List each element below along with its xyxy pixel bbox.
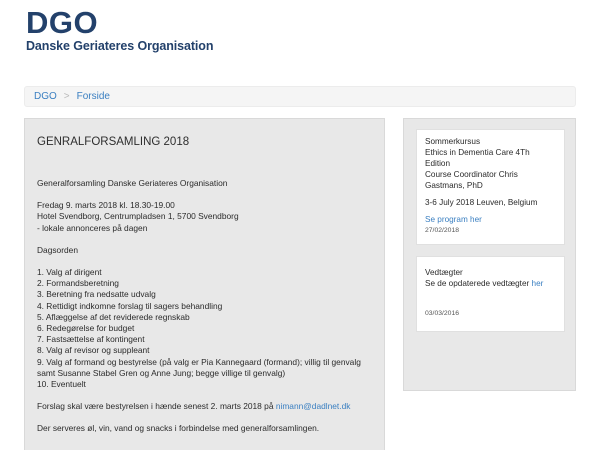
agenda-item: 7. Fastsættelse af kontingent <box>37 334 145 345</box>
article-heading-line: Generalforsamling Danske Geriateres Organisation <box>37 178 228 188</box>
site-logo[interactable] <box>26 5 214 53</box>
agenda-item: 3. Beretning fra nedsatte udvalg <box>37 289 156 300</box>
program-link[interactable]: Se program her <box>425 215 482 224</box>
statutes-text: Se de opdaterede vedtægter <box>425 279 530 288</box>
agenda-item: 6. Redegørelse for budget <box>37 323 135 334</box>
main-content-panel <box>24 118 385 450</box>
card-title: Vedtægter <box>425 268 463 277</box>
event-details <box>37 200 377 234</box>
agenda-item: 5. Aflæggelse af det reviderede regnskab <box>37 311 190 322</box>
article-body <box>37 178 377 446</box>
agenda-item: 9. Valg af formand og bestyrelse (på valg er Pia Kannegaard (formand); villig til genvalg samt Susanne Stabel Gren og Anne Jung; begge villige til genvalg) <box>37 356 361 378</box>
proposal-text: Forslag skal være bestyrelsen i hænde senest 2. marts 2018 på <box>37 401 274 412</box>
event-date: Fredag 9. marts 2018 kl. 18.30-19.00 <box>37 200 175 211</box>
event-venue: Hotel Svendborg, Centrumpladsen 1, 5700 Svendborg <box>37 211 239 222</box>
card-dates: 3-6 July 2018 Leuven, Belgium <box>425 198 538 207</box>
event-room-note: - lokale annonceres på dagen <box>37 222 148 233</box>
card-text <box>425 278 556 289</box>
breadcrumb <box>24 86 576 107</box>
breadcrumb-home-link[interactable]: DGO <box>34 91 57 102</box>
breadcrumb-separator: > <box>63 91 70 102</box>
breadcrumb-current-link[interactable]: Forside <box>76 91 110 102</box>
post-date: 27/02/2018 <box>425 227 460 234</box>
logo-mark[interactable]: DGO <box>26 5 99 40</box>
logo-subtitle: Danske Geriateres Organisation <box>26 39 214 53</box>
card-line: Course Coordinator Chris Gastmans, PhD <box>425 170 518 190</box>
news-card-summer-course <box>416 129 565 245</box>
article-title: GENRALFORSAMLING 2018 <box>37 136 190 148</box>
post-date: 03/03/2016 <box>425 310 460 317</box>
card-line: Ethics in Dementia Care 4Th Edition <box>425 148 530 168</box>
agenda-item: 8. Valg af revisor og suppleant <box>37 345 150 356</box>
proposal-email-link[interactable]: nimann@dadlnet.dk <box>275 401 351 412</box>
sidebar <box>403 118 576 391</box>
agenda-item: 2. Formandsberetning <box>37 278 119 289</box>
news-card-statutes <box>416 256 565 332</box>
card-line: Sommerkursus <box>425 137 481 146</box>
proposal-deadline <box>37 401 377 412</box>
closing-note: Der serveres øl, vin, vand og snacks i forbindelse med generalforsamlingen. <box>37 423 320 434</box>
agenda-list <box>37 267 377 390</box>
agenda-title: Dagsorden <box>37 244 78 255</box>
agenda-item: 10. Eventuelt <box>37 379 86 390</box>
agenda-item: 4. Rettidigt indkomne forslag til sagers behandling <box>37 300 223 311</box>
statutes-link[interactable]: her <box>531 279 544 288</box>
agenda-item: 1. Valg af dirigent <box>37 267 102 278</box>
